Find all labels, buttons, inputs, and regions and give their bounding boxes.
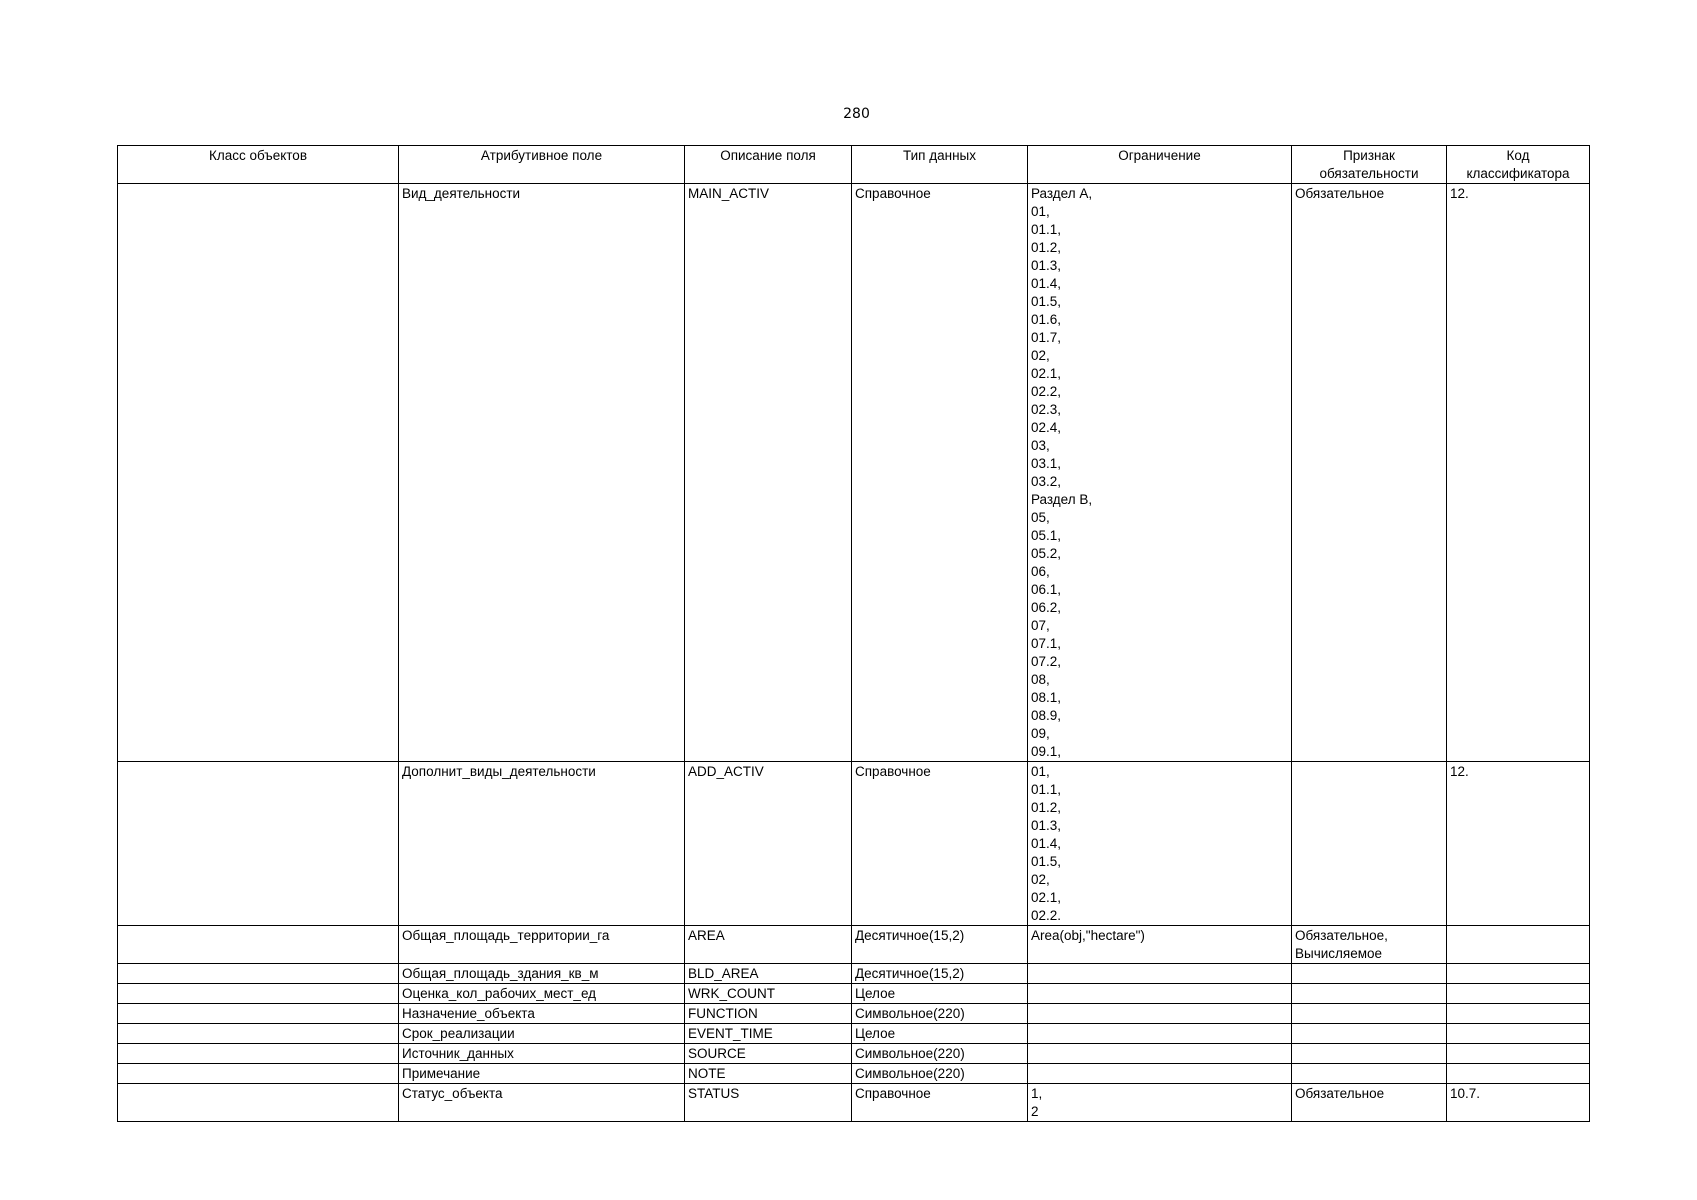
cell-constraint <box>1028 1044 1292 1064</box>
cell-attribute: Срок_реализации <box>399 1024 685 1044</box>
cell-attribute: Примечание <box>399 1064 685 1084</box>
page-number: 280 <box>843 106 870 122</box>
cell-field: AREA <box>685 926 852 964</box>
cell-field: EVENT_TIME <box>685 1024 852 1044</box>
cell-constraint <box>1028 1064 1292 1084</box>
cell-object-class <box>118 984 399 1004</box>
cell-classifier: 12. <box>1447 762 1590 926</box>
cell-required <box>1292 1044 1447 1064</box>
cell-required <box>1292 964 1447 984</box>
cell-field: SOURCE <box>685 1044 852 1064</box>
table-row <box>118 964 1590 984</box>
cell-attribute: Назначение_объекта <box>399 1004 685 1024</box>
cell-object-class <box>118 1044 399 1064</box>
cell-constraint: Area(obj,"hectare") <box>1028 926 1292 964</box>
cell-object-class <box>118 964 399 984</box>
cell-type: Справочное <box>852 762 1028 926</box>
cell-classifier <box>1447 964 1590 984</box>
cell-object-class <box>118 1004 399 1024</box>
table-row <box>118 1004 1590 1024</box>
cell-type: Десятичное(15,2) <box>852 926 1028 964</box>
cell-constraint <box>1028 984 1292 1004</box>
cell-classifier <box>1447 1024 1590 1044</box>
table-row <box>118 1064 1590 1084</box>
cell-attribute: Дополнит_виды_деятельности <box>399 762 685 926</box>
column-header-attribute: Атрибутивное поле <box>399 146 685 184</box>
table-header-row <box>118 146 1590 184</box>
cell-type: Целое <box>852 984 1028 1004</box>
cell-attribute: Вид_деятельности <box>399 184 685 762</box>
table-row <box>118 762 1590 926</box>
cell-required: Обязательное <box>1292 1084 1447 1122</box>
cell-type: Справочное <box>852 184 1028 762</box>
cell-field: ADD_ACTIV <box>685 762 852 926</box>
cell-attribute: Общая_площадь_территории_га <box>399 926 685 964</box>
cell-object-class <box>118 184 399 762</box>
cell-required: Обязательное, Вычисляемое <box>1292 926 1447 964</box>
cell-object-class <box>118 1084 399 1122</box>
cell-attribute: Оценка_кол_рабочих_мест_ед <box>399 984 685 1004</box>
column-header-data-type: Тип данных <box>852 146 1028 184</box>
cell-attribute: Общая_площадь_здания_кв_м <box>399 964 685 984</box>
cell-field: BLD_AREA <box>685 964 852 984</box>
column-header-field-description: Описание поля <box>685 146 852 184</box>
cell-object-class <box>118 762 399 926</box>
cell-constraint <box>1028 1024 1292 1044</box>
cell-classifier <box>1447 926 1590 964</box>
cell-object-class <box>118 1024 399 1044</box>
cell-type: Десятичное(15,2) <box>852 964 1028 984</box>
cell-constraint <box>1028 964 1292 984</box>
cell-constraint <box>1028 1004 1292 1024</box>
cell-type: Символьное(220) <box>852 1004 1028 1024</box>
cell-classifier <box>1447 1004 1590 1024</box>
cell-field: STATUS <box>685 1084 852 1122</box>
cell-required <box>1292 762 1447 926</box>
cell-classifier <box>1447 1064 1590 1084</box>
table-row <box>118 184 1590 762</box>
cell-constraint: 1, 2 <box>1028 1084 1292 1122</box>
cell-classifier <box>1447 1044 1590 1064</box>
cell-type: Целое <box>852 1024 1028 1044</box>
cell-constraint: 01, 01.1, 01.2, 01.3, 01.4, 01.5, 02, 02.1, 02.2. <box>1028 762 1292 926</box>
table-row <box>118 1084 1590 1122</box>
cell-required <box>1292 1024 1447 1044</box>
cell-type: Символьное(220) <box>852 1044 1028 1064</box>
column-header-object-class: Класс объектов <box>118 146 399 184</box>
table-row <box>118 1044 1590 1064</box>
cell-field: NOTE <box>685 1064 852 1084</box>
table-row <box>118 926 1590 964</box>
cell-classifier: 12. <box>1447 184 1590 762</box>
cell-required <box>1292 1064 1447 1084</box>
cell-constraint: Раздел A, 01, 01.1, 01.2, 01.3, 01.4, 01.5, 01.6, 01.7, 02, 02.1, 02.2, 02.3, 02.4, 03, 03.1, 03.2, Раздел B, 05, 05.1, 05.2, 06, 06.1, 06.2, 07, 07.1, 07.2, 08, 08.1, 08.9, 09, 09.1, <box>1028 184 1292 762</box>
cell-required: Обязательное <box>1292 184 1447 762</box>
table-row <box>118 1024 1590 1044</box>
cell-required <box>1292 1004 1447 1024</box>
attribute-table <box>117 145 1590 1122</box>
cell-attribute: Источник_данных <box>399 1044 685 1064</box>
cell-classifier <box>1447 984 1590 1004</box>
cell-required <box>1292 984 1447 1004</box>
cell-field: MAIN_ACTIV <box>685 184 852 762</box>
column-header-constraint: Ограничение <box>1028 146 1292 184</box>
column-header-classifier-code: Код классификатора <box>1447 146 1590 184</box>
cell-attribute: Статус_объекта <box>399 1084 685 1122</box>
table-row <box>118 984 1590 1004</box>
cell-type: Символьное(220) <box>852 1064 1028 1084</box>
cell-object-class <box>118 1064 399 1084</box>
cell-field: FUNCTION <box>685 1004 852 1024</box>
cell-field: WRK_COUNT <box>685 984 852 1004</box>
cell-object-class <box>118 926 399 964</box>
cell-type: Справочное <box>852 1084 1028 1122</box>
cell-classifier: 10.7. <box>1447 1084 1590 1122</box>
column-header-required: Признак обязательности <box>1292 146 1447 184</box>
